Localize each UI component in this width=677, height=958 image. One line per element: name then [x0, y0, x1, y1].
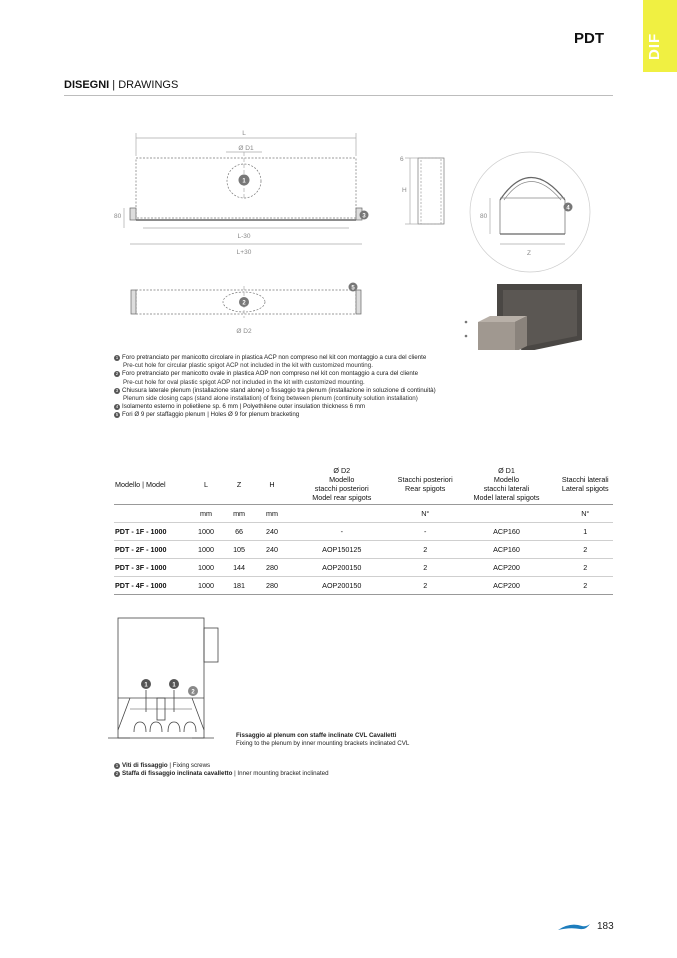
dim-D1: Ø D1 — [238, 145, 254, 152]
note-2 — [114, 370, 614, 386]
fixing-callout-1a: 1 — [144, 682, 148, 689]
note-3 — [114, 387, 614, 403]
dim-L+30: L+30 — [236, 249, 252, 256]
dim-L: L — [242, 130, 246, 137]
table-row: PDT - 4F - 1000 1000 181 280 AOP200150 2 ACP200 2 — [114, 577, 613, 595]
heading-bold: DISEGNI — [64, 79, 110, 91]
note-text-en: Holes Ø 9 for plenum bracketing — [210, 411, 300, 419]
heading-rest: DRAWINGS — [118, 79, 179, 91]
side-view — [405, 158, 444, 224]
section-tab — [643, 0, 677, 72]
callout-5: 5 — [351, 285, 355, 292]
brand-wave-logo — [556, 920, 592, 934]
fixing-legend-item: 2 Staffa di fissaggio inclinata cavalletto | Inner mounting bracket inclinated — [115, 770, 329, 778]
col-d1: Ø D1 Modello stacchi laterali Model lateral spigots — [473, 466, 540, 502]
fixing-drawing — [100, 612, 240, 752]
fixing-callout-2: 2 — [191, 689, 195, 696]
callout-2: 2 — [242, 300, 246, 307]
note-number: 1 — [115, 355, 119, 360]
col-d2: Ø D2 Modello stacchi posteriori Model rear spigots — [312, 466, 372, 502]
notes-legend — [114, 354, 614, 420]
dim-D2: Ø D2 — [236, 328, 252, 335]
table-row: PDT - 2F - 1000 1000 105 240 AOP150125 2 ACP160 2 — [114, 541, 613, 559]
section-heading — [64, 79, 178, 91]
col-Z: Z — [236, 479, 242, 489]
col-lateral-spigots: Stacchi laterali Lateral spigots — [561, 475, 609, 493]
heading-separator: | — [109, 79, 119, 91]
dim-6: 6 — [400, 156, 404, 163]
note-text-en: Polyethilene outer insulation thickness 6 mm — [242, 403, 366, 411]
spec-table — [114, 464, 613, 595]
callout-1: 1 — [242, 178, 246, 185]
callout-4: 4 — [566, 205, 570, 212]
note-text-it: Fori Ø 9 per staffaggio plenum — [122, 411, 206, 419]
product-3d-view — [465, 284, 582, 350]
col-H: H — [269, 479, 275, 489]
table-row: PDT - 1F - 1000 1000 66 240 - - ACP160 1 — [114, 523, 613, 541]
dim-H: H — [402, 187, 407, 194]
table-row: PDT - 3F - 1000 1000 144 280 AOP200150 2 ACP200 2 — [114, 559, 613, 577]
section-tab-label: DIF — [646, 32, 663, 60]
table-header-row — [114, 464, 613, 505]
note-text-it: Foro pretranciato per manicotto circolare in plastica ACP non compreso nel kit con montaggio a cura del cliente — [122, 354, 427, 361]
page-number: 183 — [597, 921, 614, 932]
dim-L-30: L-30 — [237, 233, 251, 240]
product-code: PDT — [574, 30, 604, 47]
note-text-it: Chiusura laterale plenum (installazione stand alone) o fissaggio tra plenum (installazione in soluzione di continuità) — [122, 386, 436, 394]
fixing-legend-item: 1 Viti di fissaggio | Fixing screws — [115, 762, 211, 769]
note-text-en: Pre-cut hole for oval plastic spigot AOP not included in the kit with customized mounting. — [123, 378, 365, 386]
note-text-it: Foro pretranciato per manicotto ovale in plastica AOP non compreso nel kit con montaggio a cura del cliente — [122, 370, 419, 378]
fixing-caption-it: Fissaggio al plenum con staffe inclinate CVL Cavalletti — [236, 732, 397, 739]
note-text-en: Plenum side closing caps (stand alone installation) of fixing between plenum (continuity solution installation) — [123, 395, 418, 403]
dim-80-front: 80 — [114, 213, 122, 220]
note-text-it: Isolamento esterno in polietilene sp. 6 mm — [122, 403, 238, 411]
col-L: L — [203, 479, 208, 489]
note-number: 5 — [115, 412, 119, 418]
note-number: 2 — [115, 371, 119, 377]
fixing-callout-1b: 1 — [172, 682, 176, 689]
callout-3: 3 — [362, 213, 366, 220]
dim-Z: Z — [527, 250, 531, 257]
note-number: 4 — [115, 404, 119, 410]
note-5: 5 Fori Ø 9 per staffaggio plenum | Holes Ø 9 for plenum bracketing — [115, 411, 300, 419]
col-model: Modello | Model — [115, 479, 166, 489]
note-text-en: Pre-cut hole for circular plastic spigot ACP not included in the kit with customized mounting. — [123, 362, 373, 370]
note-1 — [114, 354, 614, 370]
note-number: 3 — [115, 387, 119, 393]
table-units-row: mm mm mm N° N° — [114, 505, 613, 523]
heading-rule — [64, 95, 613, 96]
dim-80-detail: 80 — [480, 213, 488, 220]
note-4: 4 Isolamento esterno in polietilene sp. 6 mm | Polyethilene outer insulation thickness 6 mm — [115, 403, 366, 411]
fixing-legend — [114, 762, 329, 778]
col-rear-spigots: Stacchi posteriori Rear spigots — [397, 475, 453, 493]
fixing-caption-en: Fixing to the plenum by inner mounting brackets inclinated CVL — [236, 740, 410, 748]
fixing-caption — [236, 732, 409, 748]
technical-drawings — [0, 100, 677, 350]
